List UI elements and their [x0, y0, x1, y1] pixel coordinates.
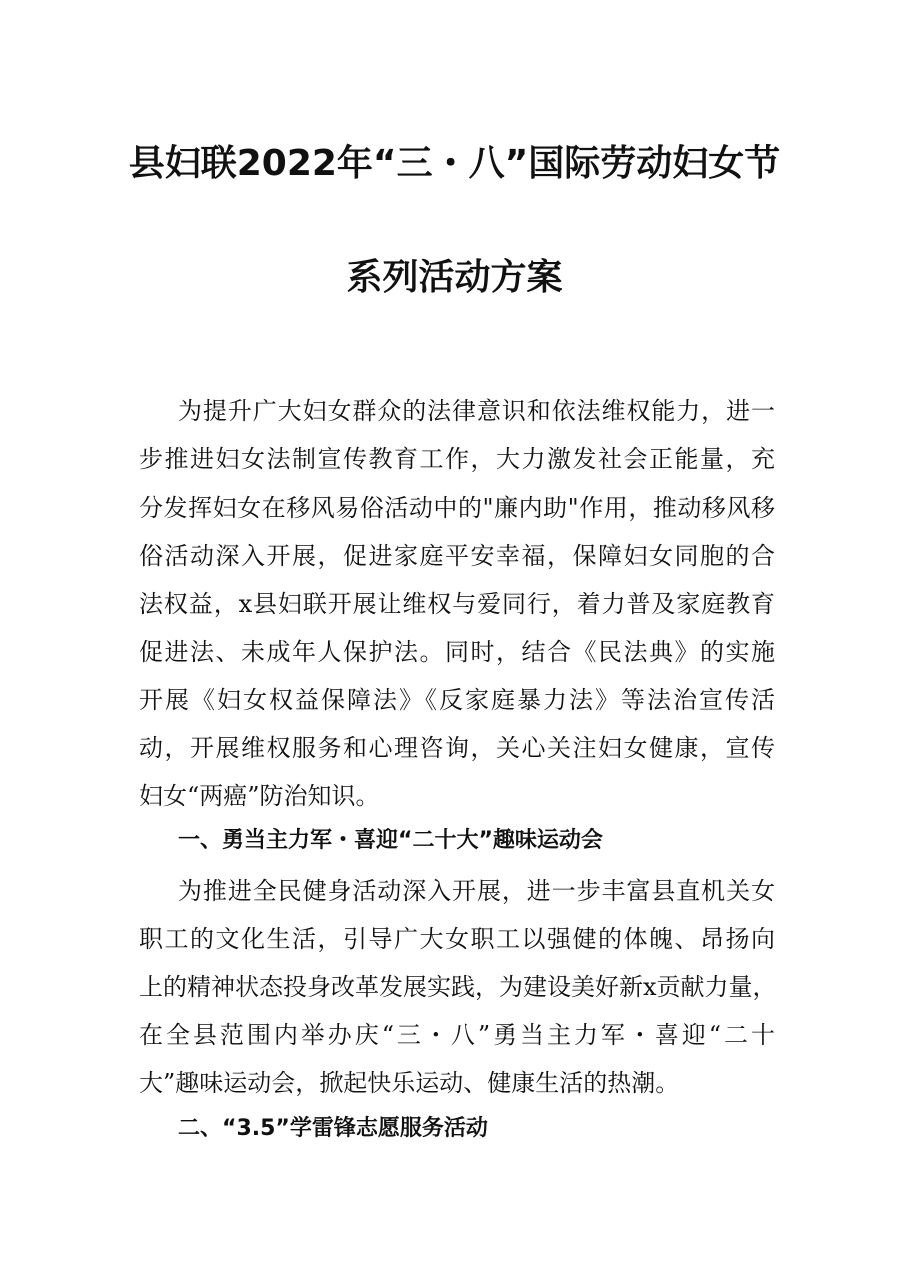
paragraph-line: 上的精神状态投身改革发展实践，为建设美好新x贡献力量， — [139, 973, 777, 1001]
section-heading-2: 二、“3.5”学雷锋志愿服务活动 — [178, 1116, 488, 1141]
paragraph-line: 分发挥妇女在移风易俗活动中的"廉内助"作用，推动移风移 — [139, 494, 775, 522]
paragraph-line: 俗活动深入开展，促进家庭平安幸福，保障妇女同胞的合 — [139, 542, 775, 570]
section-heading-1: 一、勇当主力军・喜迎“二十大”趣味运动会 — [178, 828, 603, 853]
paragraph-line: 步推进妇女法制宣传教育工作，大力激发社会正能量，充 — [139, 445, 775, 473]
paragraph-line: 法权益，x县妇联开展让维权与爱同行，着力普及家庭教育 — [139, 590, 775, 618]
paragraph-line: 开展《妇女权益保障法》《反家庭暴力法》等法治宣传活 — [139, 686, 775, 714]
document-title-line-2: 系列活动方案 — [346, 257, 563, 298]
paragraph-line: 为推进全民健身活动深入开展，进一步丰富县直机关女 — [178, 877, 775, 905]
paragraph-line: 妇女“两癌”防治知识。 — [139, 782, 380, 810]
paragraph-line: 动，开展维权服务和心理咨询，关心关注妇女健康，宣传 — [139, 734, 775, 762]
paragraph-line: 促进法、未成年人保护法。同时，结合《民法典》的实施 — [139, 638, 775, 666]
paragraph-line: 职工的文化生活，引导广大女职工以强健的体魄、昂扬向 — [139, 925, 775, 953]
document-title-line-1: 县妇联2022年“三・八”国际劳动妇女节 — [128, 143, 781, 184]
paragraph-line: 在全县范围内举办庆“三・八”勇当主力军・喜迎“二十 — [139, 1021, 775, 1049]
paragraph-line: 为提升广大妇女群众的法律意识和依法维权能力，进一 — [178, 397, 775, 425]
paragraph-line: 大”趣味运动会，掀起快乐运动、健康生活的热潮。 — [139, 1069, 680, 1097]
